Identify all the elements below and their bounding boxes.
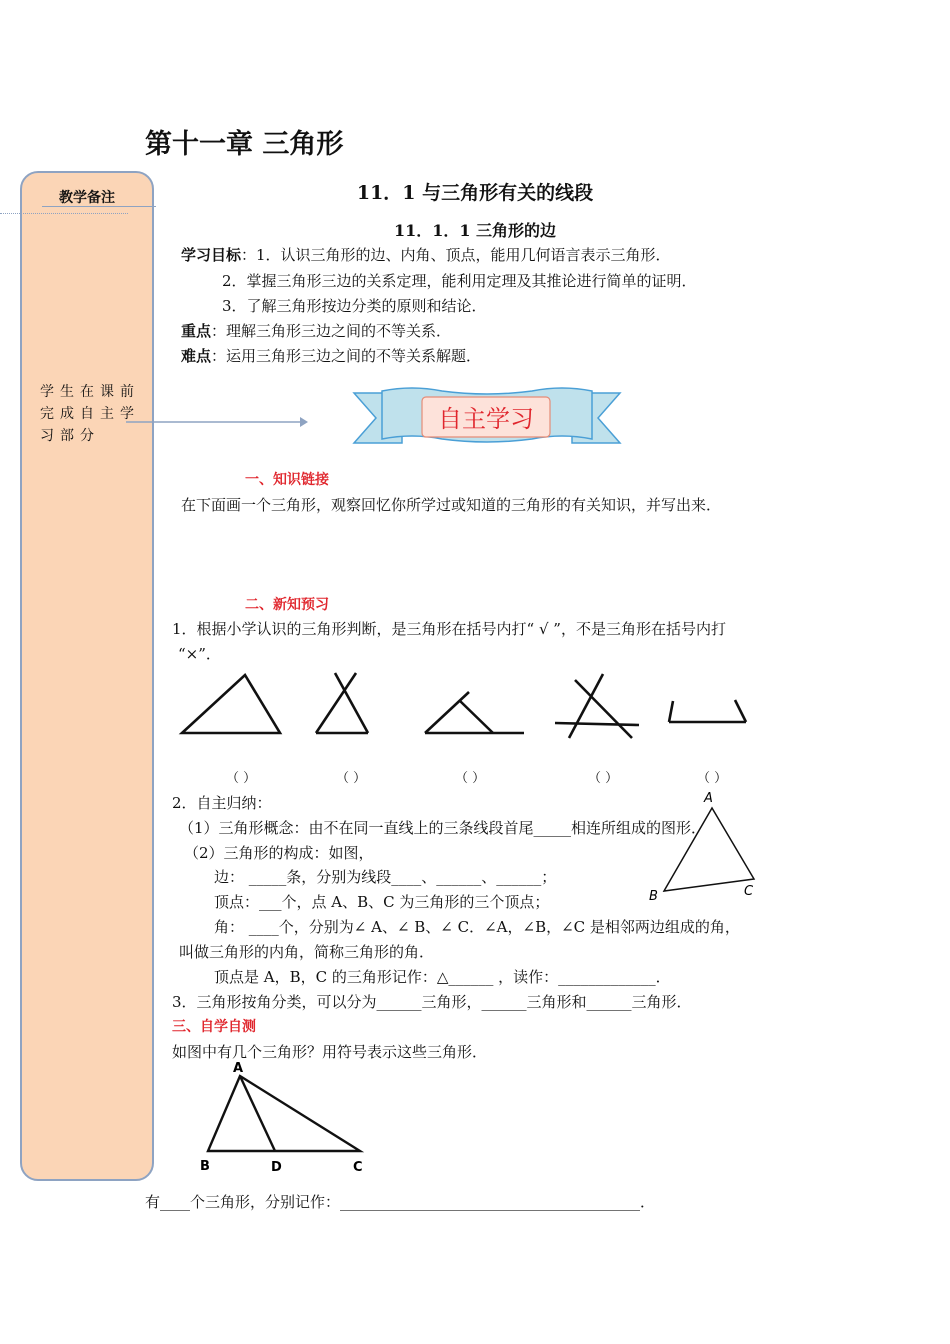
goals-label: 学习目标 xyxy=(181,246,242,264)
dotted-guide-line xyxy=(0,213,128,214)
pointer-arrow xyxy=(124,412,309,432)
bracket-1[interactable]: （ ） xyxy=(226,771,257,786)
figure-1-triangle xyxy=(182,675,280,733)
q1-line2: “×”． xyxy=(178,645,221,663)
triangle-abdc-figure xyxy=(195,1058,370,1178)
part3-title: 三、自学自测 xyxy=(172,1019,256,1035)
label-b: B xyxy=(649,889,658,904)
part1-text: 在下面画一个三角形，观察回忆你所学过或知道的三角形的有关知识，并写出来． xyxy=(181,496,722,514)
label-b2: B xyxy=(200,1159,210,1174)
q2-concept: （1）三角形概念：由不在同一直线上的三条线段首尾_____相连所组成的图形． xyxy=(179,819,707,837)
figure-2-crossing-lines xyxy=(316,673,368,733)
banner-text: 自主学习 xyxy=(438,405,534,433)
goal-3: 3．了解三角形按边分类的原则和结论． xyxy=(222,297,487,315)
part3-question: 如图中有几个三角形？用符号表示这些三角形． xyxy=(172,1043,488,1061)
label-a: A xyxy=(704,791,713,806)
chapter-title: 第十一章 三角形 xyxy=(145,129,344,160)
figure-5-open-shape xyxy=(669,700,746,722)
goal-2: 2．掌握三角形三边的关系定理，能利用定理及其推论进行简单的证明． xyxy=(222,272,697,290)
subsection-title: 11．1．1 三角形的边 xyxy=(393,221,557,240)
bracket-4[interactable]: （ ） xyxy=(588,771,619,786)
part3-answer: 有____个三角形，分别记作：________________________________________． xyxy=(145,1193,656,1211)
label-d2: D xyxy=(271,1160,282,1175)
q3-line: 3．三角形按角分类，可以分为______三角形，______三角形和______三角形． xyxy=(172,993,692,1011)
angle-line-2: 叫做三角形的内角，简称三角形的角． xyxy=(179,943,435,961)
figure-3-open-angle xyxy=(425,692,524,733)
section-title: 11．1 与三角形有关的线段 xyxy=(356,182,594,204)
self-study-banner xyxy=(352,385,622,449)
triangle-abc-figure xyxy=(640,785,770,910)
goal-1: 学习目标：1．认识三角形的边、内角、顶点，能用几何语言表示三角形． xyxy=(181,246,671,264)
part2-title: 二、新知预习 xyxy=(245,597,329,613)
part1-title: 一、知识链接 xyxy=(245,472,329,488)
q1-figures xyxy=(175,670,755,745)
bracket-3[interactable]: （ ） xyxy=(455,771,486,786)
teaching-notes-sidebar xyxy=(20,171,154,1181)
q2-title: 2．自主归纳： xyxy=(172,794,272,812)
bracket-2[interactable]: （ ） xyxy=(336,771,367,786)
label-c2: C xyxy=(353,1160,363,1175)
notation-line: 顶点是 A，B，C 的三角形记作：△______ ，读作：_____________． xyxy=(214,968,671,986)
key-point: 重点：理解三角形三边之间的不等关系． xyxy=(181,322,452,340)
label-a2: A xyxy=(233,1061,244,1076)
figure-4-three-lines xyxy=(555,674,639,738)
sidebar-note: 学生在课前完成自主学习部分 xyxy=(40,384,140,444)
edges-line: 边： _____条，分别为线段____、______、______； xyxy=(214,868,557,886)
sidebar-divider xyxy=(42,206,156,207)
sidebar-title: 教学备注 xyxy=(59,190,115,206)
difficulty: 难点：运用三角形三边之间的不等关系解题． xyxy=(181,347,482,365)
bracket-5[interactable]: （ ） xyxy=(697,771,728,786)
vertex-line: 顶点：___个，点 A、B、C 为三角形的三个顶点； xyxy=(214,893,550,911)
q2-composition: （2）三角形的构成：如图， xyxy=(184,844,374,862)
angle-line-1: 角： ____个，分别为∠ A、∠ B、∠ C．∠A，∠B，∠C 是相邻两边组成的角， xyxy=(214,918,740,936)
q1-line1: 1．根据小学认识的三角形判断，是三角形在括号内打“ √ ”，不是三角形在括号内打 xyxy=(172,620,726,638)
label-c: C xyxy=(744,884,754,899)
